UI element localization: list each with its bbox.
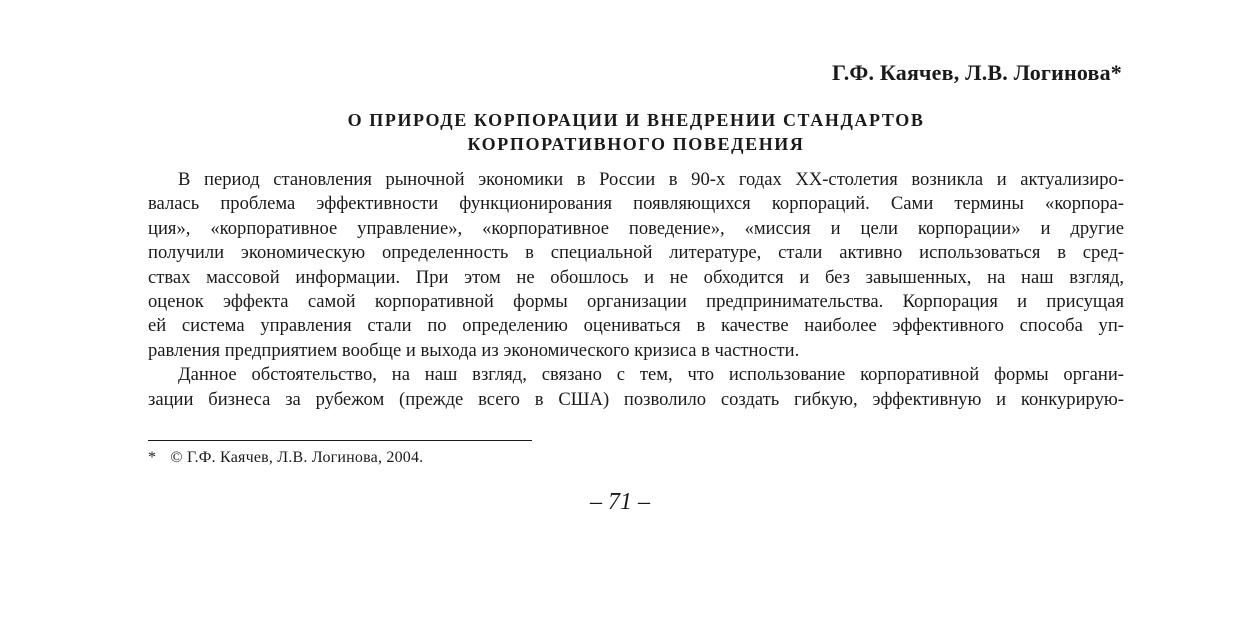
title-line-1: О ПРИРОДЕ КОРПОРАЦИИ И ВНЕДРЕНИИ СТАНДАРТОВ — [347, 110, 925, 130]
text-line: ей система управления стали по определению оцениваться в качестве наиболее эффективного способа уп- — [148, 315, 1124, 337]
text-line: Данное обстоятельство, на наш взгляд, связано с тем, что использование корпоративной формы органи- — [178, 364, 1124, 386]
paragraph-1 — [148, 168, 1124, 363]
footnote-divider — [148, 440, 532, 441]
text-line: равления предприятием вообще и выхода из экономического кризиса в частности. — [148, 339, 800, 361]
article-title — [148, 108, 1124, 156]
authors-line: Г.Ф. Каячев, Л.В. Логинова* — [831, 60, 1122, 85]
footnote — [148, 449, 423, 467]
text-line: получили экономическую определенность в специальной литературе, стали активно использоваться в сред- — [148, 242, 1124, 264]
page-number: – 71 – — [590, 489, 650, 515]
footnote-mark: * — [148, 449, 157, 466]
article-body — [148, 168, 1124, 412]
text-line: ция», «корпоративное управление», «корпоративное поведение», «миссия и цели корпорации» и другие — [148, 217, 1124, 239]
text-line: ствах массовой информации. При этом не обошлось и не обходится и без завышенных, на наш взгляд, — [148, 266, 1124, 288]
text-line: В период становления рыночной экономики в России в 90-х годах XX-столетия возникла и актуализиро- — [178, 169, 1124, 190]
text-line: зации бизнеса за рубежом (прежде всего в США) позволило создать гибкую, эффективную и конкурирую- — [148, 388, 1124, 410]
text-line: оценок эффекта самой корпоративной формы организации предпринимательства. Корпорация и присущая — [148, 290, 1124, 312]
text-line: валась проблема эффективности функционирования появляющихся корпораций. Сами термины «корпора- — [148, 193, 1124, 215]
title-line-2: КОРПОРАТИВНОГО ПОВЕДЕНИЯ — [467, 134, 805, 154]
footnote-text: © Г.Ф. Каячев, Л.В. Логинова, 2004. — [170, 449, 424, 466]
paragraph-2 — [148, 363, 1124, 412]
